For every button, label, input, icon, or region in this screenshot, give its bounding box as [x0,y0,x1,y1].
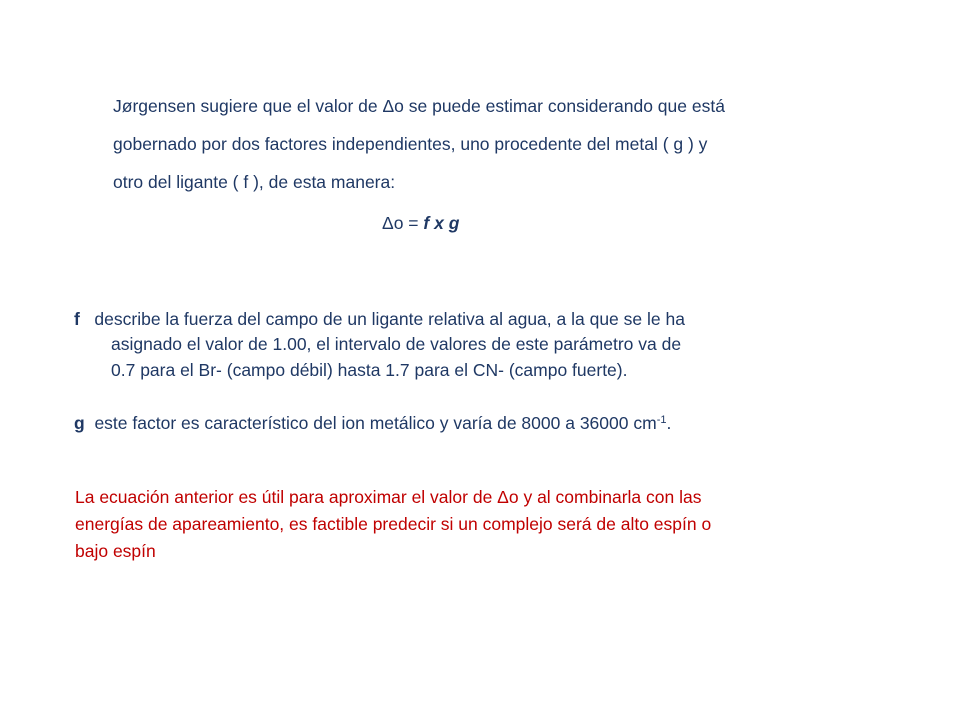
f-def-line-2: asignado el valor de 1.00, el intervalo de valores de este parámetro va de [111,334,682,354]
g-def-text: este factor es característico del ion metálico y varía de 8000 a 36000 cm [94,413,657,433]
g-symbol: g [74,413,85,433]
conclusion-line-1: La ecuación anterior es útil para aproximar el valor de Δo y al combinarla con las [75,487,702,507]
formula-lhs: Δo = [382,213,424,233]
formula-x: x [434,213,444,233]
conclusion-line-2: energías de apareamiento, es factible predecir si un complejo será de alto espín o [75,514,712,534]
intro-line-2: gobernado por dos factores independientes, uno procedente del metal ( g ) y [113,134,708,154]
f-symbol: f [74,309,80,329]
g-definition [74,413,671,433]
formula-g: g [448,213,460,233]
intro-line-3: otro del ligante ( f ), de esta manera: [113,172,396,192]
formula [382,213,459,233]
f-def-line-3: 0.7 para el Br- (campo débil) hasta 1.7 para el CN- (campo fuerte). [111,360,628,380]
intro-line-1: Jørgensen sugiere que el valor de Δo se puede estimar considerando que está [113,96,725,116]
formula-f: f [423,213,430,233]
f-def-line-1: describe la fuerza del campo de un ligante relativa al agua, a la que se le ha [94,309,685,329]
g-def-exponent: -1 [656,414,667,426]
conclusion-line-3: bajo espín [75,541,156,561]
g-def-end: . [666,413,672,433]
